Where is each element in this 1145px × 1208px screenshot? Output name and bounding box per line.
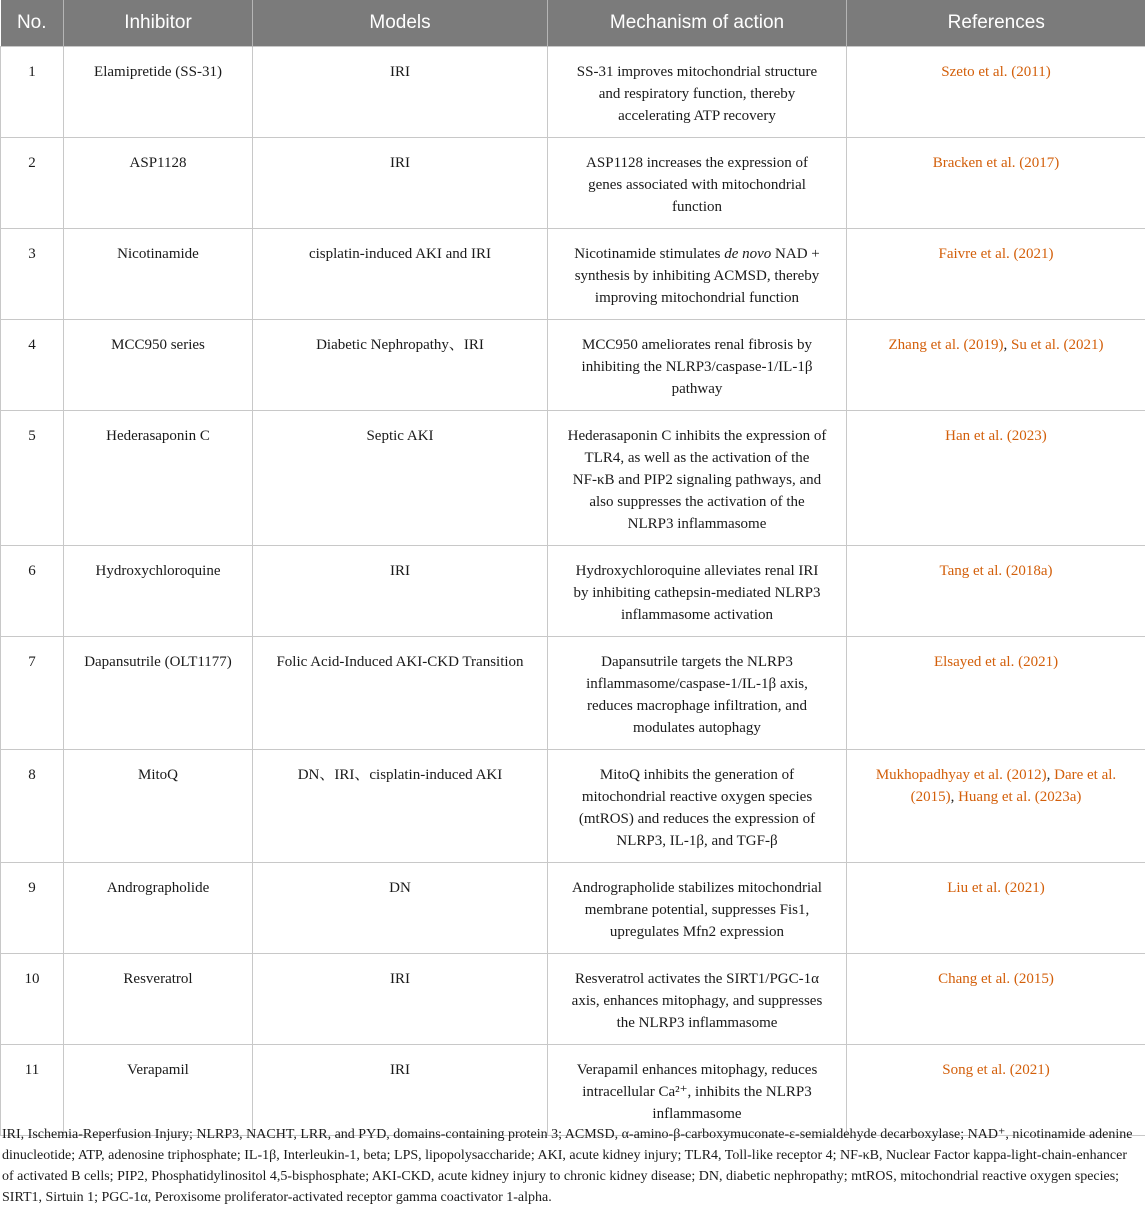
mechanism-line: accelerating ATP recovery — [618, 108, 776, 124]
table-row — [1, 863, 1145, 954]
mechanism-line: NLRP3, IL-1β, and TGF-β — [616, 833, 778, 849]
model-cell: DN、IRI、cisplatin-induced AKI — [253, 750, 548, 863]
mechanism-line: MCC950 ameliorates renal fibrosis by — [582, 337, 812, 353]
mechanism-line: Hederasaponin C inhibits the expression of — [567, 428, 827, 444]
mechanism-line: Resveratrol activates the SIRT1/PGC-1α — [575, 971, 819, 987]
header-mechanism: Mechanism of action — [548, 0, 847, 47]
table-row — [1, 320, 1145, 411]
references-cell — [847, 138, 1145, 229]
mechanism-line: ASP1128 increases the expression of — [586, 155, 808, 171]
reference-link[interactable]: Song et al. (2021) — [942, 1062, 1050, 1078]
mechanism-line: also suppresses the activation of the — [589, 494, 805, 510]
mechanism-cell — [548, 411, 847, 546]
header-references: References — [847, 0, 1145, 47]
references-cell — [847, 411, 1145, 546]
reference-link[interactable]: Su et al. (2021) — [1010, 337, 1104, 353]
references-cell — [847, 750, 1145, 863]
table-row — [1, 1045, 1145, 1136]
inhibitor-name: Elamipretide (SS-31) — [64, 47, 253, 138]
mechanism-line: inflammasome activation — [620, 607, 774, 623]
inhibitor-name: ASP1128 — [64, 138, 253, 229]
inhibitor-name: Hydroxychloroquine — [64, 546, 253, 637]
mechanism-line: reduces macrophage infiltration, and — [587, 698, 807, 714]
inhibitor-name: Nicotinamide — [64, 229, 253, 320]
reference-separator: , — [950, 789, 959, 805]
mechanism-cell — [548, 750, 847, 863]
table-row — [1, 47, 1145, 138]
reference-link[interactable]: Zhang et al. (2019) — [888, 337, 1004, 353]
mechanism-line: Verapamil enhances mitophagy, reduces — [576, 1062, 818, 1078]
mechanism-line: inhibiting the NLRP3/caspase-1/IL-1β — [581, 359, 813, 375]
table-row — [1, 411, 1145, 546]
mechanism-cell — [548, 954, 847, 1045]
mechanism-line: MitoQ inhibits the generation of — [599, 767, 795, 783]
model-cell: Folic Acid-Induced AKI-CKD Transition — [253, 637, 548, 750]
mechanism-line: NLRP3 inflammasome — [627, 516, 767, 532]
reference-link[interactable]: Faivre et al. (2021) — [938, 246, 1054, 262]
mechanism-line: SS-31 improves mitochondrial structure — [576, 64, 818, 80]
reference-link[interactable]: Bracken et al. (2017) — [932, 155, 1060, 171]
table-row — [1, 229, 1145, 320]
references-cell — [847, 863, 1145, 954]
row-number: 7 — [1, 637, 64, 750]
model-cell: Septic AKI — [253, 411, 548, 546]
header-inhibitor: Inhibitor — [64, 0, 253, 47]
inhibitor-name: MitoQ — [64, 750, 253, 863]
mechanism-line: upregulates Mfn2 expression — [609, 924, 785, 940]
mechanism-line: and respiratory function, thereby — [598, 86, 796, 102]
mechanism-line: genes associated with mitochondrial — [588, 177, 806, 193]
row-number: 6 — [1, 546, 64, 637]
references-cell — [847, 47, 1145, 138]
reference-link[interactable]: Tang et al. (2018a) — [939, 563, 1053, 579]
references-cell — [847, 637, 1145, 750]
model-cell: IRI — [253, 546, 548, 637]
header-row — [1, 0, 1145, 47]
reference-link[interactable]: (2015) — [910, 789, 951, 805]
table-body — [1, 47, 1145, 1136]
row-number: 8 — [1, 750, 64, 863]
table-row — [1, 138, 1145, 229]
mechanism-line: function — [672, 199, 722, 215]
mechanism-line: Andrographolide stabilizes mitochondrial — [572, 880, 822, 896]
inhibitor-name: Verapamil — [64, 1045, 253, 1136]
reference-link[interactable]: Dare et al. — [1054, 767, 1117, 783]
mechanism-cell — [548, 47, 847, 138]
reference-link[interactable]: Chang et al. (2015) — [938, 971, 1054, 987]
row-number: 11 — [1, 1045, 64, 1136]
model-cell: IRI — [253, 1045, 548, 1136]
mechanism-line: mitochondrial reactive oxygen species — [581, 789, 813, 805]
mechanism-line: the NLRP3 inflammasome — [616, 1015, 778, 1031]
model-cell: DN — [253, 863, 548, 954]
mechanism-line: NF-κB and PIP2 signaling pathways, and — [572, 472, 822, 488]
row-number: 9 — [1, 863, 64, 954]
mechanism-cell — [548, 1045, 847, 1136]
table-footnote: IRI, Ischemia-Reperfusion Injury; NLRP3, NACHT, LRR, and PYD, domains-containing protein 3; ACMSD, α-amino-β-carboxymuconate-ε-semialdehyde decarboxylase; NAD⁺, nicotinamide adenine dinucleotide; ATP, adenosine triphosphate; IL-1β, Interleukin-1, beta; LPS, lipopolysaccharide; AKI, acute kidney injury; TLR4, Toll-like receptor 4; NF-κB, Nuclear Factor kappa-light-chain-enhancer of activated B cells; PIP2, Phosphatidylinositol 4,5-bisphosphate; AKI-CKD, acute kidney injury to chronic kidney disease; DN, diabetic nephropathy; mtROS, mitochondrial reactive oxygen species; SIRT1, Sirtuin 1; PGC-1α, Peroxisome proliferator-activated receptor gamma coactivator 1-alpha. — [2, 1127, 1133, 1205]
table-row — [1, 546, 1145, 637]
mechanism-line: membrane potential, suppresses Fis1, — [584, 902, 810, 918]
inhibitor-name: MCC950 series — [64, 320, 253, 411]
mechanism-line: synthesis by inhibiting ACMSD, thereby — [574, 268, 820, 284]
mechanism-line: Dapansutrile targets the NLRP3 — [601, 654, 793, 670]
mechanism-line: inflammasome/caspase-1/IL-1β axis, — [586, 676, 808, 692]
table-row — [1, 954, 1145, 1045]
reference-link[interactable]: Szeto et al. (2011) — [941, 64, 1051, 80]
row-number: 5 — [1, 411, 64, 546]
mechanism-cell — [548, 320, 847, 411]
references-cell — [847, 1045, 1145, 1136]
table-row — [1, 750, 1145, 863]
table-row — [1, 637, 1145, 750]
reference-link[interactable]: Mukhopadhyay et al. (2012) — [875, 767, 1047, 783]
reference-link[interactable]: Huang et al. (2023a) — [958, 789, 1082, 805]
reference-separator: , — [1003, 337, 1011, 353]
mechanism-line: pathway — [671, 381, 723, 397]
mechanism-line: intracellular Ca²⁺, inhibits the NLRP3 — [582, 1084, 812, 1100]
inhibitor-name: Hederasaponin C — [64, 411, 253, 546]
header-no: No. — [1, 0, 64, 47]
references-cell — [847, 954, 1145, 1045]
model-cell: Diabetic Nephropathy、IRI — [253, 320, 548, 411]
header-models: Models — [253, 0, 548, 47]
mechanism-line: (mtROS) and reduces the expression of — [578, 811, 816, 827]
row-number: 4 — [1, 320, 64, 411]
reference-link[interactable]: Liu et al. (2021) — [947, 880, 1045, 896]
row-number: 10 — [1, 954, 64, 1045]
row-number: 3 — [1, 229, 64, 320]
mechanism-cell — [548, 138, 847, 229]
mechanism-cell — [548, 546, 847, 637]
inhibitor-name: Dapansutrile (OLT1177) — [64, 637, 253, 750]
reference-link[interactable]: Elsayed et al. (2021) — [933, 654, 1059, 670]
mechanism-line: axis, enhances mitophagy, and suppresses — [571, 993, 823, 1009]
mechanism-line: TLR4, as well as the activation of the — [584, 450, 810, 466]
model-cell: IRI — [253, 47, 548, 138]
reference-link[interactable]: Han et al. (2023) — [945, 428, 1047, 444]
mechanism-line: Hydroxychloroquine alleviates renal IRI — [575, 563, 819, 579]
mechanism-cell — [548, 863, 847, 954]
mechanism-line: by inhibiting cathepsin-mediated NLRP3 — [573, 585, 821, 601]
model-cell: IRI — [253, 954, 548, 1045]
mechanism-line: improving mitochondrial function — [594, 290, 800, 306]
mechanism-line: inflammasome — [652, 1106, 742, 1122]
mechanism-cell — [548, 229, 847, 320]
inhibitor-name: Andrographolide — [64, 863, 253, 954]
row-number: 2 — [1, 138, 64, 229]
inhibitor-name: Resveratrol — [64, 954, 253, 1045]
mechanism-cell — [548, 637, 847, 750]
row-number: 1 — [1, 47, 64, 138]
mechanism-line: Nicotinamide stimulates de novo NAD + — [574, 246, 820, 262]
references-cell — [847, 229, 1145, 320]
reference-separator: , — [1046, 767, 1055, 783]
references-cell — [847, 320, 1145, 411]
model-cell: IRI — [253, 138, 548, 229]
model-cell: cisplatin-induced AKI and IRI — [253, 229, 548, 320]
references-cell — [847, 546, 1145, 637]
mechanism-line: modulates autophagy — [633, 720, 761, 736]
